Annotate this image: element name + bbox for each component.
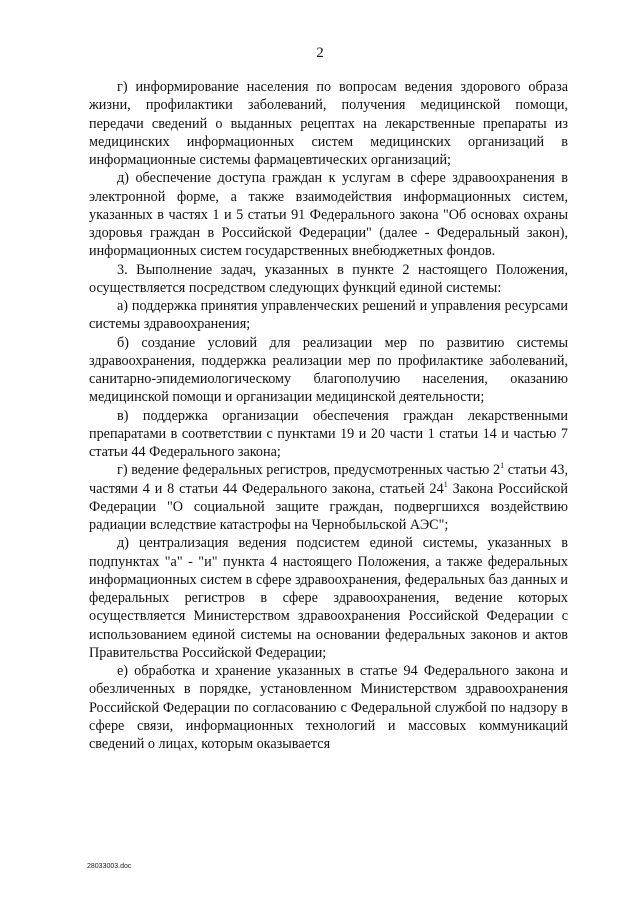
paragraph-3a-decision-support: а) поддержка принятия управленческих решений и управления ресурсами системы здравоохранения; — [89, 298, 568, 333]
paragraph-d-access-services: д) обеспечение доступа граждан к услугам в сфере здравоохранения в электронной форме, а также взаимодействия информационных систем, указанных в частях 1 и 5 статьи 91 Федерального закона "Об основах охраны здоровья граждан в Российской Федерации" (далее - Федеральный закон), информационных систем государственных внебюджетных фондов. — [89, 170, 568, 260]
superscript-2: 1 — [443, 479, 448, 489]
superscript-1: 1 — [500, 461, 505, 471]
paragraph-3-functions: 3. Выполнение задач, указанных в пункте 2 настоящего Положения, осуществляется посредством следующих функций единой системы: — [89, 261, 568, 296]
paragraph-3g-federal-registers — [89, 461, 568, 534]
paragraph-3g-text-2: статьи 43, частями 4 и 8 статьи 44 Федерального закона, статьей 24 — [89, 462, 568, 497]
paragraph-3g-text-3: Закона Российской Федерации "О социальной защите граждан, подвергшихся воздействию радиации вследствие катастрофы на Чернобыльской АЭС"; — [89, 480, 568, 533]
paragraph-3b-conditions: б) создание условий для реализации мер по развитию системы здравоохранения, поддержка реализации мер по профилактике заболеваний, санитарно-эпидемиологическому благополучию населения, оказанию медицинской помощи и организации медицинской деятельности; — [89, 334, 568, 406]
paragraph-g-inform-population: г) информирование населения по вопросам ведения здорового образа жизни, профилактики заболеваний, получения медицинской помощи, передачи сведений о выданных рецептах на лекарственные препараты из медицинских информационных систем медицинских организаций в информационные системы фармацевтических организаций; — [89, 79, 568, 168]
footer-file-code: 28033003.doc — [87, 863, 132, 870]
page-number: 2 — [316, 45, 324, 61]
paragraph-3e-data-processing: е) обработка и хранение указанных в статье 94 Федерального закона и обезличенных в порядке, установленном Министерством здравоохранения Российской Федерации по согласованию с Федеральной службой по надзору в сфере связи, информационных технологий и массовых коммуникаций сведений о лицах, которым оказывается — [89, 663, 568, 752]
paragraph-3v-drug-provision: в) поддержка организации обеспечения граждан лекарственными препаратами в соответствии с пунктами 19 и 20 части 1 статьи 14 и частью 7 статьи 44 Федерального закона; — [89, 407, 568, 460]
paragraph-3g-text-1: г) ведение федеральных регистров, предусмотренных частью 2 — [117, 462, 501, 479]
paragraph-3d-centralization: д) централизация ведения подсистем единой системы, указанных в подпунктах "а" - "и" пункта 4 настоящего Положения, а также федеральных информационных систем в сфере здравоохранения, федеральных баз данных и федеральных регистров в сфере здравоохранения, ведение которых осуществляется Министерством здравоохранения Российской Федерации с использованием единой системы на основании федеральных законов и актов Правительства Российской Федерации; — [89, 535, 568, 661]
document-body — [89, 78, 568, 753]
